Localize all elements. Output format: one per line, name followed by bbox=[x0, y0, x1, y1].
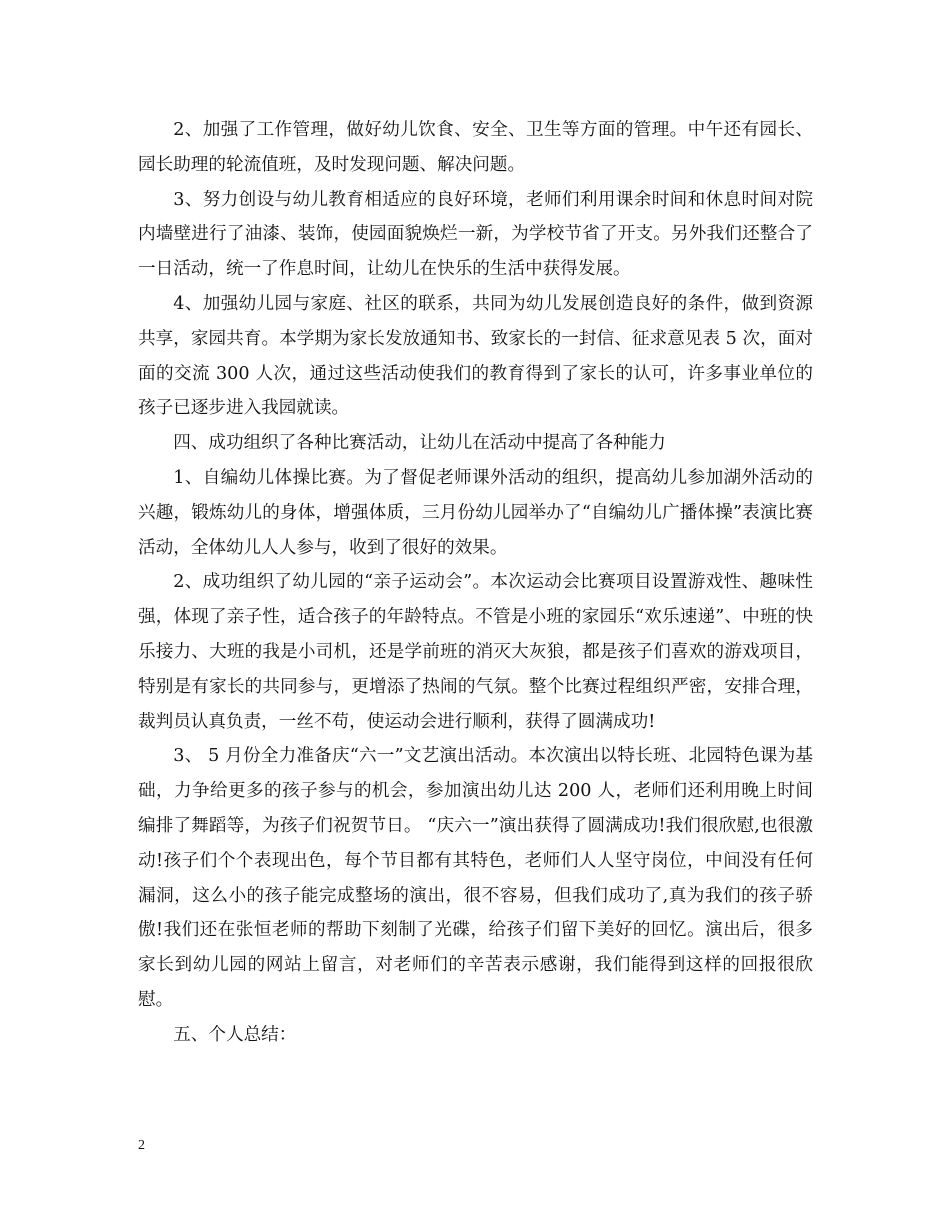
paragraph-competition-3: 3、 5 月份全力准备庆“六一”文艺演出活动。本次演出以特长班、北园特色课为基础，力争给更多的孩子参与的机会，参加演出幼儿达 200 人，老师们还利用晚上时间编排了舞蹈等，为孩子们祝贺节日。 “庆六一”演出获得了圆满成功!我们很欣慰,也很激动!孩子们个个表现出色，每个节目都有其特色，老师们人人坚守岗位，中间没有任何漏洞，这么小的孩子能完成整场的演出，很不容易，但我们成功了,真为我们的孩子骄傲!我们还在张恒老师的帮助下刻制了光碟，给孩子们留下美好的回忆。演出后，很多家长到幼儿园的网站上留言，对老师们的辛苦表示感谢，我们能得到这样的回报很欣慰。 bbox=[138, 746, 813, 1010]
section-heading-4: 四、成功组织了各种比赛活动，让幼儿在活动中提高了各种能力 bbox=[173, 433, 666, 454]
paragraph-competition-1: 1、自编幼儿体操比赛。为了督促老师课外活动的组织，提高幼儿参加湖外活动的兴趣，锻炼幼儿的身体，增强体质，三月份幼儿园举办了“自编幼儿广播体操”表演比赛活动，全体幼儿人人参与，收到了很好的效果。 bbox=[138, 467, 813, 558]
section-heading-5: 五、个人总结： bbox=[173, 1024, 297, 1045]
page-number: 2 bbox=[138, 1138, 145, 1153]
document-body bbox=[138, 113, 813, 1053]
paragraph-item-3: 3、努力创设与幼儿教育相适应的良好环境，老师们利用课余时间和休息时间对院内墙壁进行了油漆、装饰，使园面貌焕烂一新，为学校节省了开支。另外我们还整合了一日活动，统一了作息时间，让幼儿在快乐的生活中获得发展。 bbox=[138, 189, 813, 280]
paragraph-item-2: 2、加强了工作管理，做好幼儿饮食、安全、卫生等方面的管理。中午还有园长、园长助理的轮流值班，及时发现问题、解决问题。 bbox=[138, 120, 813, 175]
paragraph-item-4: 4、加强幼儿园与家庭、社区的联系，共同为幼儿发展创造良好的条件，做到资源共享，家园共育。本学期为家长发放通知书、致家长的一封信、征求意见表 5 次，面对面的交流 300 人次，通过这些活动使我们的教育得到了家长的认可，许多事业单位的孩子已逐步进入我园就读。 bbox=[138, 293, 813, 419]
paragraph-competition-2: 2、成功组织了幼儿园的“亲子运动会”。本次运动会比赛项目设置游戏性、趣味性强，体现了亲子性，适合孩子的年龄特点。不管是小班的家园乐“欢乐速递”、中班的快乐接力、大班的我是小司机，还是学前班的消灭大灰狼，都是孩子们喜欢的游戏项目，特别是有家长的共同参与，更增添了热闹的气氛。整个比赛过程组织严密，安排合理，裁判员认真负责，一丝不苟，使运动会进行顺利，获得了圆满成功! bbox=[138, 572, 813, 732]
